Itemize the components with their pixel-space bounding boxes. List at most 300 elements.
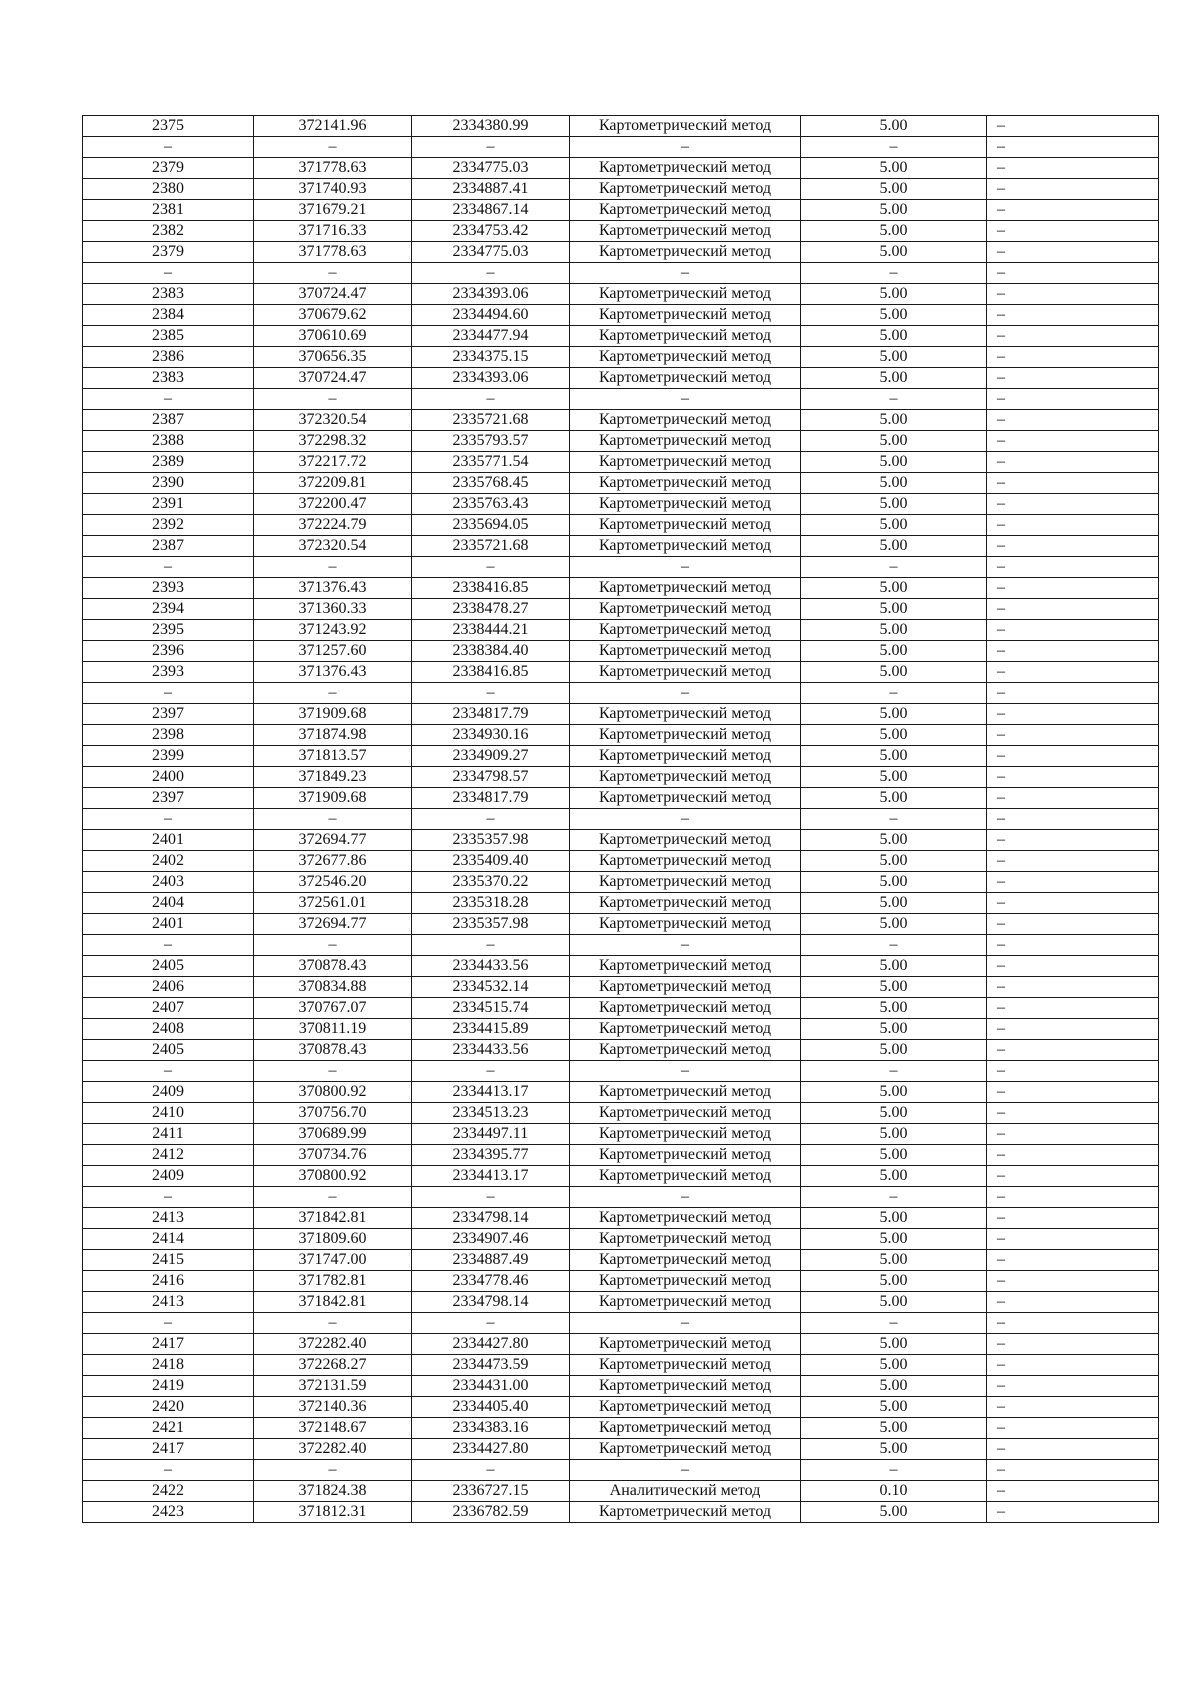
accuracy-cell: 5.00 <box>801 1271 987 1292</box>
description-cell: – <box>987 956 1159 977</box>
point-number-cell: 2387 <box>83 536 254 557</box>
point-number-cell: 2405 <box>83 956 254 977</box>
description-cell: – <box>987 1502 1159 1523</box>
point-number-cell: 2397 <box>83 704 254 725</box>
accuracy-cell: 5.00 <box>801 830 987 851</box>
description-cell: – <box>987 788 1159 809</box>
method-cell: Картометрический метод <box>570 641 801 662</box>
y-coordinate-cell: 2338478.27 <box>412 599 570 620</box>
description-cell: – <box>987 1124 1159 1145</box>
y-coordinate-cell: – <box>412 137 570 158</box>
description-cell: – <box>987 1061 1159 1082</box>
description-cell: – <box>987 1376 1159 1397</box>
x-coordinate-cell: – <box>254 137 412 158</box>
table-row <box>83 515 1159 536</box>
y-coordinate-cell: 2336727.15 <box>412 1481 570 1502</box>
accuracy-cell: 5.00 <box>801 1250 987 1271</box>
description-cell: – <box>987 1334 1159 1355</box>
y-coordinate-cell: 2338444.21 <box>412 620 570 641</box>
point-number-cell: 2415 <box>83 1250 254 1271</box>
x-coordinate-cell: 370724.47 <box>254 368 412 389</box>
table-row <box>83 725 1159 746</box>
method-cell: Картометрический метод <box>570 284 801 305</box>
x-coordinate-cell: 371813.57 <box>254 746 412 767</box>
point-number-cell: 2384 <box>83 305 254 326</box>
point-number-cell: 2389 <box>83 452 254 473</box>
description-cell: – <box>987 242 1159 263</box>
x-coordinate-cell: 370656.35 <box>254 347 412 368</box>
point-number-cell: 2379 <box>83 242 254 263</box>
table-row <box>83 1334 1159 1355</box>
y-coordinate-cell: 2334395.77 <box>412 1145 570 1166</box>
accuracy-cell: 5.00 <box>801 116 987 137</box>
method-cell: Картометрический метод <box>570 431 801 452</box>
y-coordinate-cell: 2334909.27 <box>412 746 570 767</box>
table-row <box>83 410 1159 431</box>
method-cell: Картометрический метод <box>570 1250 801 1271</box>
point-number-cell: 2394 <box>83 599 254 620</box>
method-cell: Картометрический метод <box>570 914 801 935</box>
method-cell: – <box>570 1460 801 1481</box>
coordinates-table-body <box>83 116 1159 1523</box>
method-cell: Картометрический метод <box>570 1166 801 1187</box>
y-coordinate-cell: 2334427.80 <box>412 1439 570 1460</box>
table-row <box>83 1292 1159 1313</box>
x-coordinate-cell: 372131.59 <box>254 1376 412 1397</box>
accuracy-cell: 5.00 <box>801 788 987 809</box>
description-cell: – <box>987 599 1159 620</box>
method-cell: Картометрический метод <box>570 851 801 872</box>
point-number-cell: 2392 <box>83 515 254 536</box>
y-coordinate-cell: 2338384.40 <box>412 641 570 662</box>
x-coordinate-cell: 371842.81 <box>254 1208 412 1229</box>
x-coordinate-cell: 371376.43 <box>254 578 412 599</box>
description-cell: – <box>987 515 1159 536</box>
y-coordinate-cell: 2334413.17 <box>412 1166 570 1187</box>
point-number-cell: 2417 <box>83 1334 254 1355</box>
y-coordinate-cell: – <box>412 683 570 704</box>
accuracy-cell: 5.00 <box>801 1334 987 1355</box>
point-number-cell: 2410 <box>83 1103 254 1124</box>
accuracy-cell: 5.00 <box>801 704 987 725</box>
method-cell: Картометрический метод <box>570 473 801 494</box>
x-coordinate-cell: 370610.69 <box>254 326 412 347</box>
description-cell: – <box>987 1229 1159 1250</box>
description-cell: – <box>987 767 1159 788</box>
method-cell: Картометрический метод <box>570 662 801 683</box>
method-cell: Картометрический метод <box>570 494 801 515</box>
description-cell: – <box>987 1292 1159 1313</box>
table-row <box>83 662 1159 683</box>
accuracy-cell: 5.00 <box>801 410 987 431</box>
accuracy-cell: – <box>801 1187 987 1208</box>
point-number-cell: 2413 <box>83 1292 254 1313</box>
y-coordinate-cell: 2334383.16 <box>412 1418 570 1439</box>
x-coordinate-cell: – <box>254 683 412 704</box>
table-row <box>83 977 1159 998</box>
table-row <box>83 599 1159 620</box>
y-coordinate-cell: 2334513.23 <box>412 1103 570 1124</box>
description-cell: – <box>987 1208 1159 1229</box>
y-coordinate-cell: – <box>412 1460 570 1481</box>
description-cell: – <box>987 893 1159 914</box>
accuracy-cell: – <box>801 1460 987 1481</box>
accuracy-cell: 5.00 <box>801 578 987 599</box>
point-number-cell: 2404 <box>83 893 254 914</box>
method-cell: Картометрический метод <box>570 1208 801 1229</box>
accuracy-cell: 5.00 <box>801 473 987 494</box>
description-cell: – <box>987 914 1159 935</box>
accuracy-cell: 5.00 <box>801 368 987 389</box>
description-cell: – <box>987 1082 1159 1103</box>
point-number-cell: 2402 <box>83 851 254 872</box>
table-row <box>83 137 1159 158</box>
table-row <box>83 1439 1159 1460</box>
point-number-cell: 2396 <box>83 641 254 662</box>
table-row <box>83 263 1159 284</box>
point-number-cell: 2398 <box>83 725 254 746</box>
x-coordinate-cell: 371874.98 <box>254 725 412 746</box>
description-cell: – <box>987 1103 1159 1124</box>
method-cell: Картометрический метод <box>570 326 801 347</box>
table-row <box>83 389 1159 410</box>
description-cell: – <box>987 284 1159 305</box>
table-row <box>83 830 1159 851</box>
accuracy-cell: 5.00 <box>801 1166 987 1187</box>
description-cell: – <box>987 326 1159 347</box>
description-cell: – <box>987 557 1159 578</box>
table-row <box>83 158 1159 179</box>
point-number-cell: 2407 <box>83 998 254 1019</box>
coordinates-table <box>82 115 1159 1523</box>
x-coordinate-cell: – <box>254 1460 412 1481</box>
x-coordinate-cell: – <box>254 935 412 956</box>
y-coordinate-cell: 2334415.89 <box>412 1019 570 1040</box>
accuracy-cell: 5.00 <box>801 326 987 347</box>
x-coordinate-cell: 372282.40 <box>254 1439 412 1460</box>
x-coordinate-cell: 372282.40 <box>254 1334 412 1355</box>
accuracy-cell: 5.00 <box>801 515 987 536</box>
table-row <box>83 284 1159 305</box>
y-coordinate-cell: 2334798.14 <box>412 1208 570 1229</box>
table-row <box>83 347 1159 368</box>
accuracy-cell: 5.00 <box>801 1040 987 1061</box>
point-number-cell: 2401 <box>83 914 254 935</box>
y-coordinate-cell: 2334775.03 <box>412 242 570 263</box>
table-row <box>83 305 1159 326</box>
point-number-cell: 2385 <box>83 326 254 347</box>
method-cell: – <box>570 683 801 704</box>
point-number-cell: 2408 <box>83 1019 254 1040</box>
y-coordinate-cell: – <box>412 1061 570 1082</box>
method-cell: – <box>570 137 801 158</box>
description-cell: – <box>987 431 1159 452</box>
table-row <box>83 956 1159 977</box>
method-cell: Картометрический метод <box>570 368 801 389</box>
description-cell: – <box>987 221 1159 242</box>
table-row <box>83 998 1159 1019</box>
table-row <box>83 1061 1159 1082</box>
point-number-cell: 2414 <box>83 1229 254 1250</box>
x-coordinate-cell: 372141.96 <box>254 116 412 137</box>
description-cell: – <box>987 1418 1159 1439</box>
x-coordinate-cell: 370689.99 <box>254 1124 412 1145</box>
x-coordinate-cell: – <box>254 557 412 578</box>
accuracy-cell: 5.00 <box>801 977 987 998</box>
description-cell: – <box>987 158 1159 179</box>
x-coordinate-cell: 372224.79 <box>254 515 412 536</box>
x-coordinate-cell: 372694.77 <box>254 830 412 851</box>
description-cell: – <box>987 1355 1159 1376</box>
y-coordinate-cell: – <box>412 1187 570 1208</box>
description-cell: – <box>987 263 1159 284</box>
accuracy-cell: – <box>801 935 987 956</box>
method-cell: Картометрический метод <box>570 746 801 767</box>
y-coordinate-cell: 2334775.03 <box>412 158 570 179</box>
table-row <box>83 1145 1159 1166</box>
description-cell: – <box>987 872 1159 893</box>
method-cell: Картометрический метод <box>570 1397 801 1418</box>
accuracy-cell: 5.00 <box>801 956 987 977</box>
method-cell: – <box>570 263 801 284</box>
point-number-cell: 2417 <box>83 1439 254 1460</box>
accuracy-cell: 5.00 <box>801 767 987 788</box>
accuracy-cell: 5.00 <box>801 431 987 452</box>
y-coordinate-cell: 2334431.00 <box>412 1376 570 1397</box>
point-number-cell: 2380 <box>83 179 254 200</box>
x-coordinate-cell: 372561.01 <box>254 893 412 914</box>
table-row <box>83 1481 1159 1502</box>
point-number-cell: 2405 <box>83 1040 254 1061</box>
accuracy-cell: 5.00 <box>801 1019 987 1040</box>
table-row <box>83 935 1159 956</box>
y-coordinate-cell: 2334778.46 <box>412 1271 570 1292</box>
y-coordinate-cell: 2335357.98 <box>412 914 570 935</box>
accuracy-cell: – <box>801 137 987 158</box>
accuracy-cell: 5.00 <box>801 662 987 683</box>
point-number-cell: – <box>83 935 254 956</box>
description-cell: – <box>987 1019 1159 1040</box>
description-cell: – <box>987 1250 1159 1271</box>
description-cell: – <box>987 1460 1159 1481</box>
y-coordinate-cell: 2334867.14 <box>412 200 570 221</box>
accuracy-cell: 5.00 <box>801 494 987 515</box>
table-row <box>83 1460 1159 1481</box>
x-coordinate-cell: – <box>254 263 412 284</box>
method-cell: Картометрический метод <box>570 956 801 977</box>
table-row <box>83 494 1159 515</box>
point-number-cell: 2393 <box>83 662 254 683</box>
x-coordinate-cell: 371243.92 <box>254 620 412 641</box>
y-coordinate-cell: 2335721.68 <box>412 536 570 557</box>
description-cell: – <box>987 347 1159 368</box>
method-cell: Картометрический метод <box>570 1040 801 1061</box>
point-number-cell: 2420 <box>83 1397 254 1418</box>
y-coordinate-cell: – <box>412 389 570 410</box>
y-coordinate-cell: 2338416.85 <box>412 578 570 599</box>
table-row <box>83 620 1159 641</box>
description-cell: – <box>987 578 1159 599</box>
method-cell: Картометрический метод <box>570 620 801 641</box>
point-number-cell: 2421 <box>83 1418 254 1439</box>
method-cell: Картометрический метод <box>570 158 801 179</box>
y-coordinate-cell: – <box>412 809 570 830</box>
description-cell: – <box>987 305 1159 326</box>
point-number-cell: 2397 <box>83 788 254 809</box>
description-cell: – <box>987 116 1159 137</box>
x-coordinate-cell: 372298.32 <box>254 431 412 452</box>
y-coordinate-cell: 2334375.15 <box>412 347 570 368</box>
description-cell: – <box>987 1166 1159 1187</box>
x-coordinate-cell: 372268.27 <box>254 1355 412 1376</box>
accuracy-cell: 5.00 <box>801 1502 987 1523</box>
method-cell: Картометрический метод <box>570 1103 801 1124</box>
description-cell: – <box>987 830 1159 851</box>
description-cell: – <box>987 389 1159 410</box>
description-cell: – <box>987 998 1159 1019</box>
description-cell: – <box>987 452 1159 473</box>
method-cell: Картометрический метод <box>570 179 801 200</box>
accuracy-cell: 5.00 <box>801 305 987 326</box>
y-coordinate-cell: 2335721.68 <box>412 410 570 431</box>
y-coordinate-cell: 2334798.14 <box>412 1292 570 1313</box>
accuracy-cell: 5.00 <box>801 536 987 557</box>
accuracy-cell: 5.00 <box>801 1355 987 1376</box>
description-cell: – <box>987 536 1159 557</box>
description-cell: – <box>987 809 1159 830</box>
accuracy-cell: 5.00 <box>801 1145 987 1166</box>
method-cell: Картометрический метод <box>570 1082 801 1103</box>
point-number-cell: – <box>83 137 254 158</box>
x-coordinate-cell: 372546.20 <box>254 872 412 893</box>
x-coordinate-cell: 370878.43 <box>254 1040 412 1061</box>
description-cell: – <box>987 641 1159 662</box>
table-row <box>83 704 1159 725</box>
method-cell: Картометрический метод <box>570 788 801 809</box>
x-coordinate-cell: 372200.47 <box>254 494 412 515</box>
accuracy-cell: – <box>801 557 987 578</box>
accuracy-cell: 5.00 <box>801 893 987 914</box>
accuracy-cell: – <box>801 263 987 284</box>
x-coordinate-cell: 370767.07 <box>254 998 412 1019</box>
table-row <box>83 1271 1159 1292</box>
table-row <box>83 641 1159 662</box>
point-number-cell: – <box>83 263 254 284</box>
method-cell: Картометрический метод <box>570 599 801 620</box>
description-cell: – <box>987 137 1159 158</box>
method-cell: Картометрический метод <box>570 1439 801 1460</box>
method-cell: Картометрический метод <box>570 998 801 1019</box>
y-coordinate-cell: 2334494.60 <box>412 305 570 326</box>
y-coordinate-cell: 2334798.57 <box>412 767 570 788</box>
method-cell: Картометрический метод <box>570 347 801 368</box>
y-coordinate-cell: 2334477.94 <box>412 326 570 347</box>
x-coordinate-cell: 372320.54 <box>254 536 412 557</box>
x-coordinate-cell: 371824.38 <box>254 1481 412 1502</box>
table-row <box>83 1313 1159 1334</box>
description-cell: – <box>987 1397 1159 1418</box>
table-row <box>83 1502 1159 1523</box>
x-coordinate-cell: 371809.60 <box>254 1229 412 1250</box>
description-cell: – <box>987 725 1159 746</box>
method-cell: Картометрический метод <box>570 116 801 137</box>
table-row <box>83 767 1159 788</box>
point-number-cell: 2386 <box>83 347 254 368</box>
method-cell: Картометрический метод <box>570 452 801 473</box>
method-cell: – <box>570 1061 801 1082</box>
accuracy-cell: 5.00 <box>801 914 987 935</box>
point-number-cell: 2381 <box>83 200 254 221</box>
method-cell: – <box>570 1313 801 1334</box>
point-number-cell: 2383 <box>83 368 254 389</box>
table-row <box>83 1166 1159 1187</box>
table-row <box>83 473 1159 494</box>
table-row <box>83 1250 1159 1271</box>
x-coordinate-cell: 371747.00 <box>254 1250 412 1271</box>
method-cell: Картометрический метод <box>570 200 801 221</box>
point-number-cell: 2400 <box>83 767 254 788</box>
table-row <box>83 914 1159 935</box>
x-coordinate-cell: 371778.63 <box>254 242 412 263</box>
table-row <box>83 1040 1159 1061</box>
point-number-cell: – <box>83 557 254 578</box>
x-coordinate-cell: 371376.43 <box>254 662 412 683</box>
y-coordinate-cell: 2335370.22 <box>412 872 570 893</box>
y-coordinate-cell: 2335357.98 <box>412 830 570 851</box>
x-coordinate-cell: – <box>254 389 412 410</box>
y-coordinate-cell: 2334515.74 <box>412 998 570 1019</box>
method-cell: Картометрический метод <box>570 221 801 242</box>
y-coordinate-cell: 2334817.79 <box>412 704 570 725</box>
method-cell: – <box>570 935 801 956</box>
point-number-cell: – <box>83 1313 254 1334</box>
method-cell: Картометрический метод <box>570 977 801 998</box>
table-row <box>83 1376 1159 1397</box>
y-coordinate-cell: – <box>412 263 570 284</box>
method-cell: – <box>570 557 801 578</box>
accuracy-cell: 5.00 <box>801 599 987 620</box>
accuracy-cell: 5.00 <box>801 1376 987 1397</box>
x-coordinate-cell: 372148.67 <box>254 1418 412 1439</box>
table-row <box>83 200 1159 221</box>
table-row <box>83 557 1159 578</box>
accuracy-cell: 5.00 <box>801 851 987 872</box>
table-row <box>83 536 1159 557</box>
accuracy-cell: 5.00 <box>801 200 987 221</box>
table-row <box>83 683 1159 704</box>
method-cell: Картометрический метод <box>570 725 801 746</box>
description-cell: – <box>987 704 1159 725</box>
point-number-cell: 2413 <box>83 1208 254 1229</box>
method-cell: Картометрический метод <box>570 1019 801 1040</box>
table-row <box>83 893 1159 914</box>
point-number-cell: 2409 <box>83 1166 254 1187</box>
y-coordinate-cell: 2334405.40 <box>412 1397 570 1418</box>
table-row <box>83 851 1159 872</box>
x-coordinate-cell: 370800.92 <box>254 1082 412 1103</box>
accuracy-cell: 5.00 <box>801 725 987 746</box>
table-row <box>83 242 1159 263</box>
y-coordinate-cell: 2335771.54 <box>412 452 570 473</box>
x-coordinate-cell: 371782.81 <box>254 1271 412 1292</box>
accuracy-cell: 5.00 <box>801 347 987 368</box>
x-coordinate-cell: 371812.31 <box>254 1502 412 1523</box>
description-cell: – <box>987 1481 1159 1502</box>
accuracy-cell: 5.00 <box>801 179 987 200</box>
point-number-cell: 2399 <box>83 746 254 767</box>
x-coordinate-cell: 372217.72 <box>254 452 412 473</box>
x-coordinate-cell: 371257.60 <box>254 641 412 662</box>
